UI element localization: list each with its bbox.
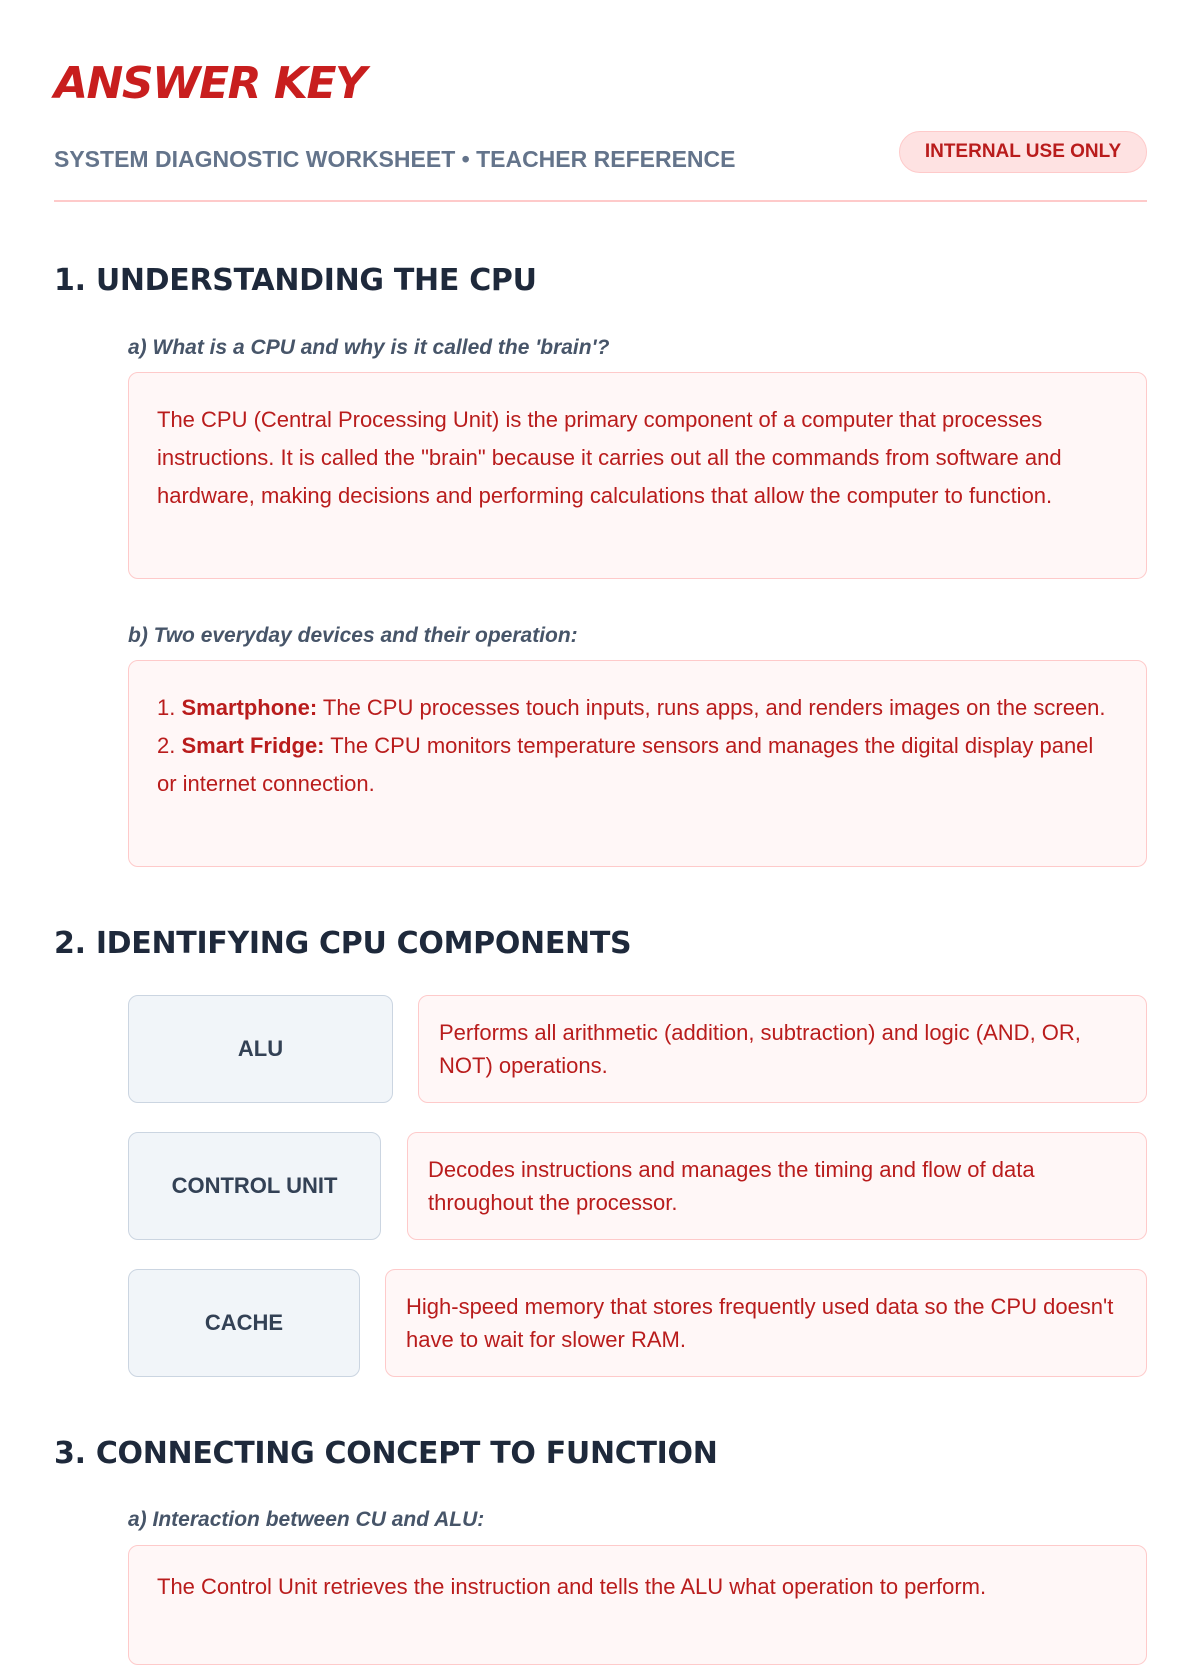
answer-1a [128, 372, 1147, 579]
answer-1a-text: The CPU (Central Processing Unit) is the primary component of a computer that processes instructions. It is called the "brain" because it carries out all the commands from software and hardware, making decisions and performing calculations that allow the computer to function. [157, 407, 1062, 508]
answer-3a-text: The Control Unit retrieves the instruction and tells the ALU what operation to perform. [157, 1574, 987, 1599]
device-item-2 [157, 727, 1118, 803]
device-item-1 [157, 689, 1118, 727]
question-1a: a) What is a CPU and why is it called the 'brain'? [128, 336, 610, 359]
answer-1b [128, 660, 1147, 867]
question-1b: b) Two everyday devices and their operation: [128, 624, 578, 647]
device-text: The CPU monitors temperature sensors and manages the digital display panel or internet connection. [157, 733, 1094, 796]
answer-3a [128, 1545, 1147, 1665]
header-divider [54, 200, 1147, 202]
device-text: The CPU processes touch inputs, runs apps, and renders images on the screen. [322, 695, 1106, 720]
component-desc-alu: Performs all arithmetic (addition, subtraction) and logic (AND, OR, NOT) operations. [418, 995, 1147, 1103]
internal-use-badge: INTERNAL USE ONLY [899, 131, 1147, 173]
device-name: Smart Fridge: [181, 733, 325, 758]
component-label-cache: CACHE [128, 1269, 360, 1377]
question-3a: a) Interaction between CU and ALU: [128, 1508, 485, 1531]
component-label-control-unit: CONTROL UNIT [128, 1132, 381, 1240]
section-3-title: 3. CONNECTING CONCEPT TO FUNCTION [54, 1436, 718, 1471]
component-desc-control-unit: Decodes instructions and manages the timing and flow of data throughout the processor. [407, 1132, 1147, 1240]
device-number: 1. [157, 695, 176, 720]
page-title: ANSWER KEY [54, 58, 366, 109]
page-subtitle: SYSTEM DIAGNOSTIC WORKSHEET • TEACHER REFERENCE [54, 146, 736, 172]
component-desc-cache: High-speed memory that stores frequently used data so the CPU doesn't have to wait for slower RAM. [385, 1269, 1147, 1377]
device-name: Smartphone: [181, 695, 318, 720]
section-1-title: 1. UNDERSTANDING THE CPU [54, 263, 537, 298]
device-number: 2. [157, 733, 176, 758]
component-label-alu: ALU [128, 995, 393, 1103]
section-2-title: 2. IDENTIFYING CPU COMPONENTS [54, 926, 632, 961]
